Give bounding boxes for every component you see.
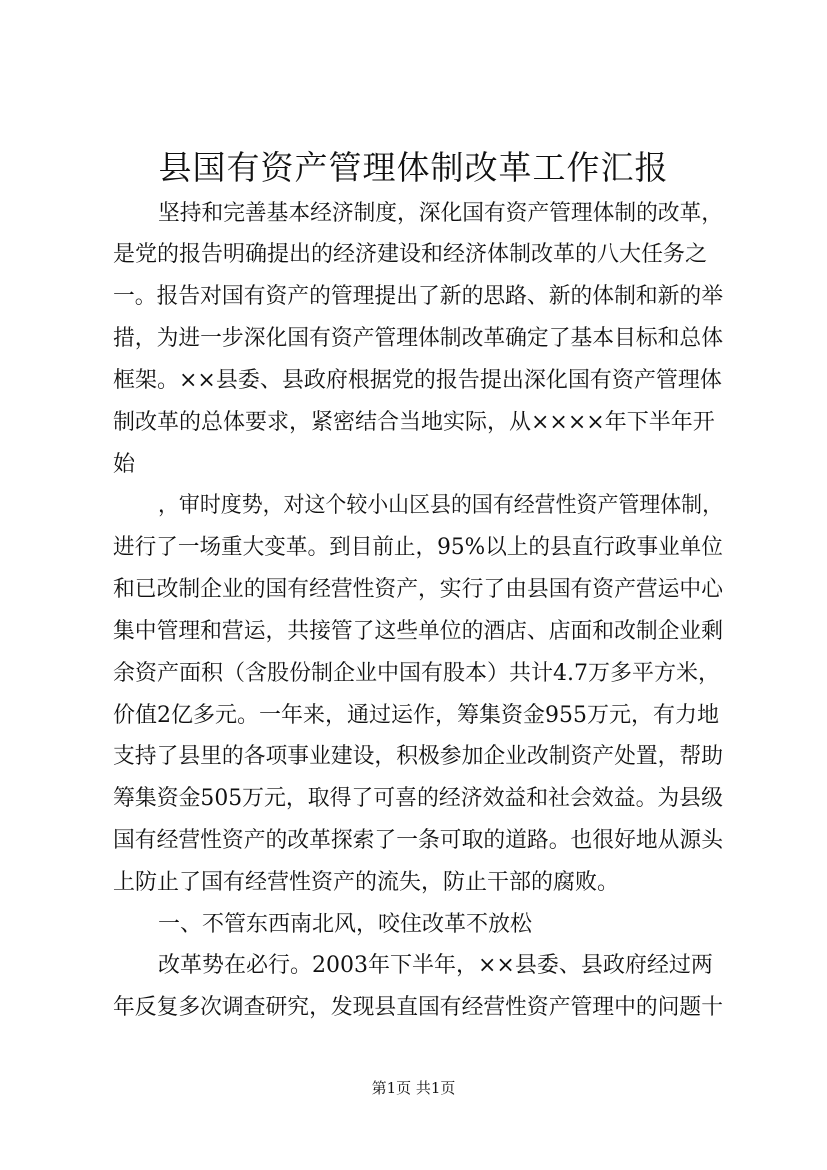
paragraph-line: 余资产面积（含股份制企业中国有股本）共计4.7万多平方米， <box>113 661 720 686</box>
paragraph-line: 改革势在必行。2003年下半年，××县委、县政府经过两 <box>158 953 713 978</box>
paragraph-line: 年反复多次调查研究，发现县直国有经营性资产管理中的问题十 <box>113 995 724 1020</box>
paragraph-line: 和已改制企业的国有经营性资产，实行了由县国有资产营运中心 <box>113 577 724 602</box>
section-heading: 一、不管东西南北风，咬住改革不放松 <box>158 912 533 937</box>
paragraph-line: 一。报告对国有资产的管理提出了新的思路、新的体制和新的举 <box>113 284 724 309</box>
paragraph-line: 筹集资金505万元，取得了可喜的经济效益和社会效益。为县级 <box>113 786 723 811</box>
paragraph-line: 国有经营性资产的改革探索了一条可取的道路。也很好地从源头 <box>113 828 724 853</box>
paragraph-line: 始 <box>113 452 136 477</box>
paragraph-line: ，审时度势，对这个较小山区县的国有经营性资产管理体制， <box>158 493 724 518</box>
paragraph-line: 上防止了国有经营性资产的流失，防止干部的腐败。 <box>113 870 620 895</box>
paragraph-line: 制改革的总体要求，紧密结合当地实际，从××××年下半年开 <box>113 410 715 435</box>
paragraph-line: 价值2亿多元。一年来，通过运作，筹集资金955万元，有力地 <box>113 703 719 728</box>
paragraph-line: 集中管理和营运，共接管了这些单位的酒店、店面和改制企业剩 <box>113 619 724 644</box>
paragraph-line: 是党的报告明确提出的经济建设和经济体制改革的八大任务之 <box>113 242 708 267</box>
paragraph-line: 坚持和完善基本经济制度，深化国有资产管理体制的改革， <box>158 201 724 226</box>
paragraph-line: 框架。××县委、县政府根据党的报告提出深化国有资产管理体 <box>113 368 722 393</box>
page-footer: 第1页 共1页 <box>371 1079 456 1097</box>
page-title: 县国有资产管理体制改革工作汇报 <box>158 148 669 187</box>
paragraph-line: 支持了县里的各项事业建设，积极参加企业改制资产处置，帮助 <box>113 744 724 769</box>
paragraph-line: 措，为进一步深化国有资产管理体制改革确定了基本目标和总体 <box>113 326 724 351</box>
paragraph-line: 进行了一场重大变革。到目前止，95%以上的县直行政事业单位 <box>113 535 723 560</box>
